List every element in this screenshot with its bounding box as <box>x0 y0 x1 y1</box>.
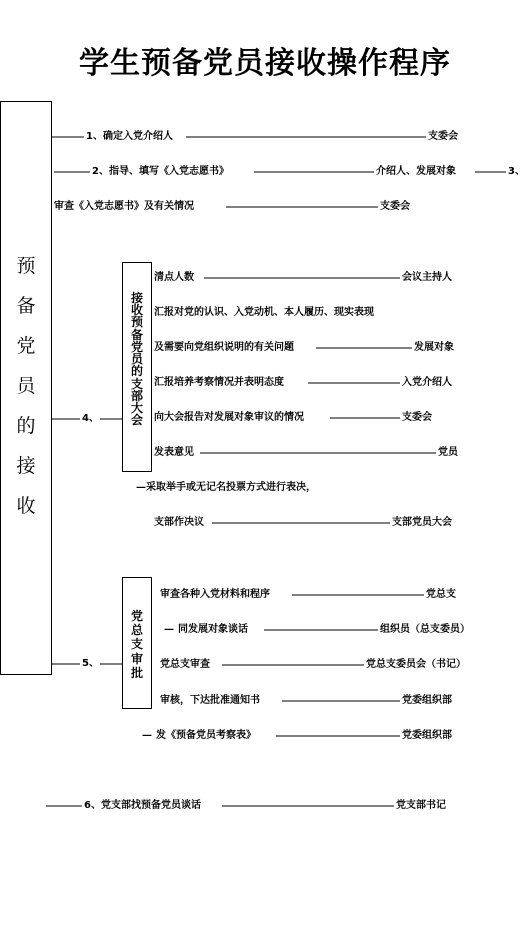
branch-item-responsible: 党总支委员会（书记） <box>366 659 466 670</box>
meeting-char: 收 <box>130 303 143 318</box>
step6-responsible: 党支部书记 <box>396 800 446 811</box>
meeting-char: 预 <box>130 315 143 330</box>
branch-item-dash: — <box>164 624 174 635</box>
step5-number: 5、 <box>82 658 99 669</box>
branch-item-responsible: 党委组织部 <box>402 730 452 741</box>
general-branch-box <box>122 577 152 709</box>
meeting-char: 部 <box>130 388 143 403</box>
branch-item: 发《预备党员考察表》 <box>156 730 256 741</box>
branch-item-responsible: 党委组织部 <box>402 695 452 706</box>
branch-char: 审 <box>130 651 143 666</box>
branch-item: 同发展对象谈话 <box>178 624 248 635</box>
meeting-item-responsible: 发展对象 <box>414 342 454 353</box>
meeting-char: 员 <box>130 352 143 367</box>
main-char: 党 <box>16 335 36 357</box>
meeting-item: 清点人数 <box>154 272 194 283</box>
meeting-char: 会 <box>130 413 143 428</box>
step1-text: 1、确定入党介绍人 <box>86 131 173 142</box>
meeting-char: 的 <box>130 364 143 379</box>
branch-item-dash: — <box>142 730 152 741</box>
main-char: 接 <box>16 455 36 477</box>
meeting-item-responsible: 入党介绍人 <box>402 377 452 388</box>
branch-item: 审核，下达批准通知书 <box>160 695 260 706</box>
meeting-item-responsible: 支委会 <box>402 412 432 423</box>
main-char: 员 <box>16 375 36 397</box>
step3-number: 3、 <box>508 166 525 177</box>
branch-item: 审查各种入党材料和程序 <box>160 589 270 600</box>
step3-responsible: 支委会 <box>380 201 410 212</box>
step2-responsible: 介绍人、发展对象 <box>376 166 456 177</box>
branch-char: 党 <box>130 609 143 623</box>
main-process-box <box>0 101 52 675</box>
step4-number: 4、 <box>82 413 99 424</box>
step2-text: 2、指导、填写《入党志愿书》 <box>92 166 229 177</box>
meeting-item: 向大会报告对发展对象审议的情况 <box>154 412 304 423</box>
main-char: 收 <box>16 495 36 517</box>
step3-text: 审查《入党志愿书》及有关情况 <box>54 201 194 212</box>
meeting-item: 及需要向党组织说明的有关问题 <box>154 342 294 353</box>
branch-item-responsible: 党总支 <box>426 589 456 600</box>
branch-char: 支 <box>130 637 143 652</box>
meeting-char: 党 <box>130 339 143 354</box>
step1-responsible: 支委会 <box>428 131 458 142</box>
meeting-char: 备 <box>130 327 143 342</box>
branch-char: 总 <box>130 623 143 638</box>
meeting-item: 汇报培养考察情况并表明态度 <box>154 377 284 388</box>
meeting-item-responsible: 会议主持人 <box>402 272 452 283</box>
meeting-item: 汇报对党的认识、入党动机、本人履历、现实表现 <box>154 307 374 318</box>
branch-meeting-box <box>122 262 152 472</box>
meeting-char: 支 <box>130 376 143 391</box>
meeting-char: 大 <box>130 401 143 416</box>
branch-item-responsible: 组织员（总支委员） <box>380 624 470 635</box>
meeting-item-responsible: 党员 <box>438 447 458 458</box>
step6-text: 6、党支部找预备党员谈话 <box>84 800 201 811</box>
meeting-item: 支部作决议 <box>154 517 204 528</box>
branch-item: 党总支审查 <box>160 659 210 670</box>
meeting-char: 接 <box>130 291 143 305</box>
meeting-item: —采取举手或无记名投票方式进行表决， <box>136 482 316 493</box>
main-char: 备 <box>16 295 36 317</box>
page-title: 学生预备党员接收操作程序 <box>79 46 451 81</box>
meeting-item: 发表意见 <box>154 447 194 458</box>
main-char: 预 <box>16 255 36 277</box>
branch-char: 批 <box>130 665 143 680</box>
main-char: 的 <box>16 415 36 437</box>
meeting-item-responsible: 支部党员大会 <box>392 517 452 528</box>
